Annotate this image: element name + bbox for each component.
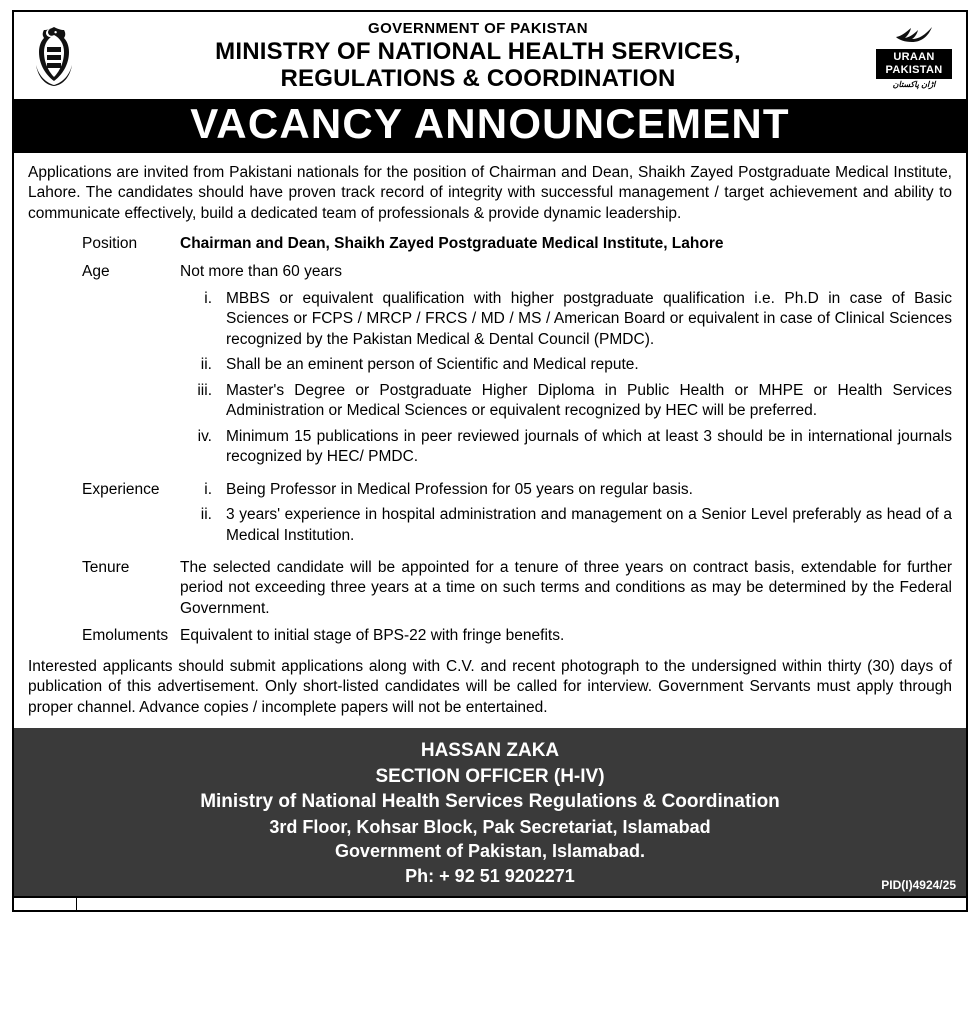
- ministry-line-2: REGULATIONS & COORDINATION: [280, 64, 676, 92]
- uraan-text-line2: PAKISTAN: [885, 64, 943, 77]
- advertisement-body: [14, 153, 966, 728]
- advertisement-container: [12, 10, 968, 898]
- list-marker: ii.: [200, 356, 212, 374]
- list-marker: i.: [204, 290, 212, 308]
- field-experience: [28, 480, 952, 551]
- list-marker: ii.: [200, 506, 212, 524]
- footer-address: 3rd Floor, Kohsar Block, Pak Secretariat, Islamabad: [269, 817, 711, 838]
- label-experience: Experience: [82, 480, 160, 498]
- uraan-urdu-text: اڑان پاکستان: [892, 80, 936, 90]
- uraan-badge: [876, 49, 952, 79]
- list-item: [180, 289, 952, 350]
- field-tenure: [28, 558, 952, 619]
- officer-name: HASSAN ZAKA: [420, 740, 560, 762]
- experience-items: [180, 480, 952, 551]
- field-emoluments: [28, 626, 952, 646]
- list-text: Minimum 15 publications in peer reviewed journals of which at least 3 should be in international journals recognized by HEC/ PMDC.: [226, 427, 952, 466]
- list-text: Master's Degree or Postgraduate Higher Diploma in Public Health or MHPE or Health Services Administration or Medical Sciences or equivalent recognized by HEC will be preferred.: [226, 381, 952, 420]
- value-age: Not more than 60 years: [180, 262, 342, 280]
- header-text: [94, 20, 862, 93]
- list-marker: iii.: [197, 381, 212, 399]
- ministry-line-1: MINISTRY OF NATIONAL HEALTH SERVICES,: [215, 38, 741, 65]
- field-position: [28, 234, 952, 254]
- footer-contact-block: [14, 728, 966, 896]
- list-item: [180, 480, 952, 500]
- list-item: [180, 505, 952, 546]
- government-line: GOVERNMENT OF PAKISTAN: [368, 20, 588, 37]
- header: [14, 12, 966, 99]
- list-text: Being Professor in Medical Profession for 05 years on regular basis.: [226, 480, 693, 498]
- value-position: Chairman and Dean, Shaikh Zayed Postgraduate Medical Institute, Lahore: [180, 235, 724, 253]
- strip-divider: [76, 898, 77, 910]
- uraan-text-line1: URAAN: [893, 51, 935, 64]
- list-text: 3 years' experience in hospital administration and management on a Senior Level preferably as head of a Medical Institution.: [226, 506, 952, 544]
- label-emoluments: Emoluments: [82, 627, 169, 645]
- footer-country: Government of Pakistan, Islamabad.: [334, 841, 646, 862]
- closing-paragraph: Interested applicants should submit applications along with C.V. and recent photograph to the undersigned within thirty (30) days of publication of this advertisement. Only short-listed candidates will be called for interview. Government Servants must apply through proper channel. Advance copies / incomplete papers will not be entertained.: [28, 657, 952, 716]
- pid-number: PID(I)4924/25: [881, 877, 956, 892]
- value-tenure: The selected candidate will be appointed for a tenure of three years on contract basis, extendable for further period not exceeding three years at a time on such terms and conditions as may be determined by the Federal Government.: [180, 559, 952, 617]
- list-item: [180, 355, 952, 375]
- list-marker: i.: [204, 480, 212, 498]
- footer-phone: Ph: + 92 51 9202271: [405, 865, 575, 886]
- label-position: Position: [82, 235, 138, 253]
- bird-icon: [876, 23, 952, 48]
- age-qualification-list: [28, 289, 952, 473]
- label-age: Age: [82, 262, 110, 280]
- uraan-pakistan-logo: [876, 23, 952, 89]
- field-age: [28, 262, 952, 282]
- bottom-strip: [12, 898, 968, 912]
- qualification-items: [180, 289, 952, 473]
- list-item: [180, 427, 952, 468]
- intro-paragraph: Applications are invited from Pakistani nationals for the position of Chairman and Dean, Shaikh Zayed Postgraduate Medical Institute, Lahore. The candidates should have proven track record of integrity with successful management / target achievement and ability to communicate effectively, build a dedicated team of professionals & provide dynamic leadership.: [28, 163, 952, 222]
- vacancy-banner: VACANCY ANNOUNCEMENT: [14, 99, 966, 153]
- label-tenure: Tenure: [82, 559, 130, 576]
- list-text: Shall be an eminent person of Scientific and Medical repute.: [226, 356, 639, 374]
- value-emoluments: Equivalent to initial stage of BPS-22 with fringe benefits.: [180, 627, 565, 645]
- pakistan-state-emblem-icon: [28, 25, 80, 87]
- list-item: [180, 381, 952, 422]
- officer-designation: SECTION OFFICER (H-IV): [375, 765, 605, 787]
- list-marker: iv.: [197, 427, 212, 445]
- footer-ministry: Ministry of National Health Services Regulations & Coordination: [200, 791, 780, 813]
- list-text: MBBS or equivalent qualification with higher postgraduate qualification i.e. Ph.D in case of Basic Sciences or FCPS / MRCP / FRCS / MD / MS / American Board or equivalent in case of Clinical Sciences recognized by the Pakistan Medical & Dental Council (PMDC).: [226, 290, 952, 348]
